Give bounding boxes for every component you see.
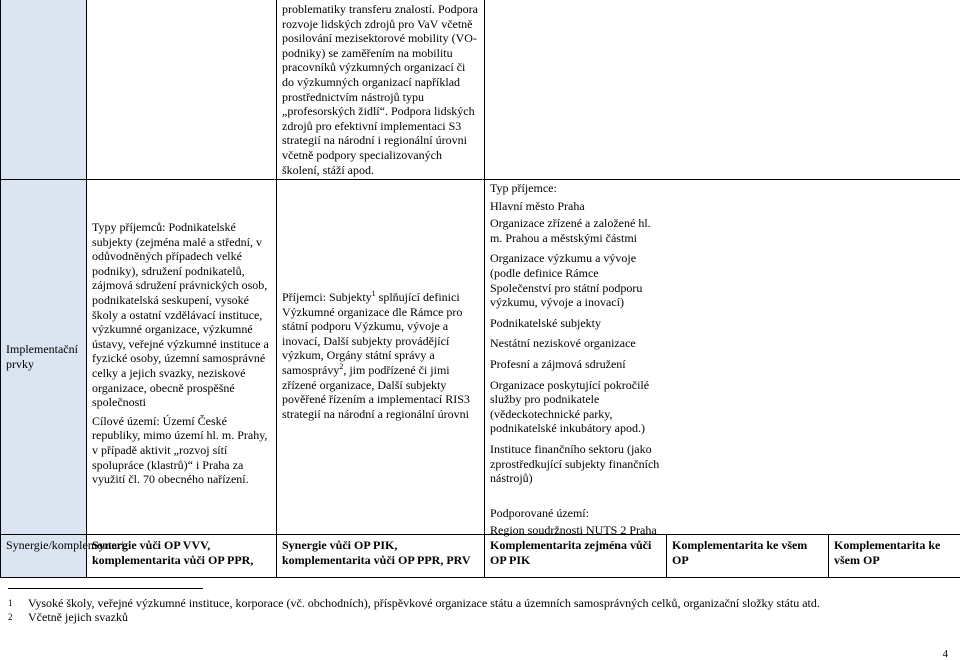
top-row-header-cell xyxy=(0,0,87,180)
recipient-item-associations: Profesní a zájmová sdružení xyxy=(490,356,626,371)
implementation-col2-cell xyxy=(276,179,485,535)
footnote-1-text: Vysoké školy, veřejné výzkumné instituce, korporace (vč. obchodních), příspěvkové organizace státu a územních samosprávných celků, organizační složky státu atd. xyxy=(28,596,820,610)
recipients-text-b: splňující definici Výzkumné organizace dle Rámce pro státní podporu Výzkumu, vývoje a inovací, Další subjekty provádějící výzkum, Orgány státní správy a samosprávy xyxy=(282,290,463,377)
recipient-item-prague-orgs: Organizace zřízené a založené hl. m. Prahou a městskými částmi xyxy=(490,216,651,245)
implementation-row-header xyxy=(0,179,87,535)
recipient-item-businesses: Podnikatelské subjekty xyxy=(490,315,601,330)
synergy-col4-cell xyxy=(666,534,829,578)
footnote-1-number: 1 xyxy=(8,598,13,608)
synergy-col2-text: Synergie vůči OP PIK, komplementarita vůči OP PPR, PRV xyxy=(282,538,471,567)
footnote-2-number: 2 xyxy=(8,612,13,622)
synergy-col1-text: Synergie vůči OP VVV, komplementarita vůči OP PPR, xyxy=(92,538,254,567)
footnote-ref-1: 1 xyxy=(371,289,376,298)
recipient-item-advanced-services: Organizace poskytující pokročilé služby pro podnikatele (vědeckotechnické parky, podnikatelské inkubátory apod.) xyxy=(490,377,650,436)
synergy-col3-cell xyxy=(484,534,667,578)
recipient-type-label: Typ příjemce: xyxy=(490,181,557,195)
footnote-2 xyxy=(8,610,128,624)
recipient-item-prague: Hlavní město Praha xyxy=(490,198,585,213)
page-number: 4 xyxy=(942,648,948,660)
top-row-col2-text: problematiky transferu znalostí. Podpora rozvoje lidských zdrojů pro VaV včetně posilování mezisektorové mobility (VO-podniky) se zaměřením na mobilitu pracovníků výzkumných organizací či do výzkumných organizací například prostřednictvím nástrojů typu „profesorských židlí“. Podpora lidských zdrojů pro efektivní implementaci S3 strategií na národní i regionální úrovni včetně podpory specializovaných školení, stáží apod. xyxy=(282,2,478,177)
synergy-row-header xyxy=(0,534,125,578)
recipient-item-financial: Instituce finančního sektoru (jako zprostředkující subjekty finančních nástrojů) xyxy=(490,441,660,486)
synergy-row-header-text: Synergie/komplementari xyxy=(6,538,125,552)
synergy-col3-text: Komplementarita zejména vůči OP PIK xyxy=(490,538,652,567)
footnote-2-text: Včetně jejich svazků xyxy=(28,610,128,624)
synergy-col4-text: Komplementarita ke všem OP xyxy=(672,538,808,567)
supported-area-value: Region soudržnosti NUTS 2 Praha xyxy=(490,523,657,538)
recipients-text-c: , jim podřízené či jimi zřízené organizace, Další subjekty pověřené řízením a implementací RIS3 strategií na národní a regionální úrovni xyxy=(282,362,470,421)
top-row-col1-cell xyxy=(86,0,277,180)
synergy-col5-cell xyxy=(828,534,960,578)
implementation-col3-cell xyxy=(484,179,960,538)
synergy-col1-cell xyxy=(86,534,277,578)
footnote-1 xyxy=(8,596,820,610)
recipient-item-ngos: Nestátní neziskové organizace xyxy=(490,336,636,351)
footnote-separator xyxy=(8,588,203,589)
footnote-ref-2: 2 xyxy=(339,361,344,371)
top-row-col2-cell xyxy=(276,0,485,180)
top-row-col3-cell xyxy=(484,0,960,180)
supported-area-label: Podporované území: xyxy=(490,505,589,520)
recipients-text-a: Příjemci: Subjekty xyxy=(282,290,372,304)
implementation-row-header-text: Implementační prvky xyxy=(6,342,78,371)
target-area-text: Cílové území: Území České republiky, mimo území hl. m. Prahy, v případě aktivit „rozvoj sítí spolupráce (klastrů)“ i Praha za využití čl. 70 obecného nařízení. xyxy=(92,413,268,487)
recipient-types-text: Typy příjemců: Podnikatelské subjekty (zejména malé a střední, v odůvodněných případech velké podniky), sdružení podnikatelů, zájmová sdružení právnických osob, podnikatelská seskupení, vysoké školy a ostatní vzdělávací instituce, výzkumné organizace, výzkumné ústavy, veřejné výzkumné instituce a fyzické osoby, územní samosprávné celky a jejich svazky, neziskové organizace, obecně prospěšné společnosti xyxy=(92,220,269,410)
recipient-item-rd-orgs: Organizace výzkumu a vývoje (podle definice Rámce Společenství pro státní podporu výzkumu, vývoje a inovací) xyxy=(490,251,643,310)
recipients-text xyxy=(282,290,479,421)
implementation-col1-cell xyxy=(86,179,277,535)
synergy-col2-cell xyxy=(276,534,485,578)
synergy-col5-text: Komplementarita ke všem OP xyxy=(834,538,941,567)
